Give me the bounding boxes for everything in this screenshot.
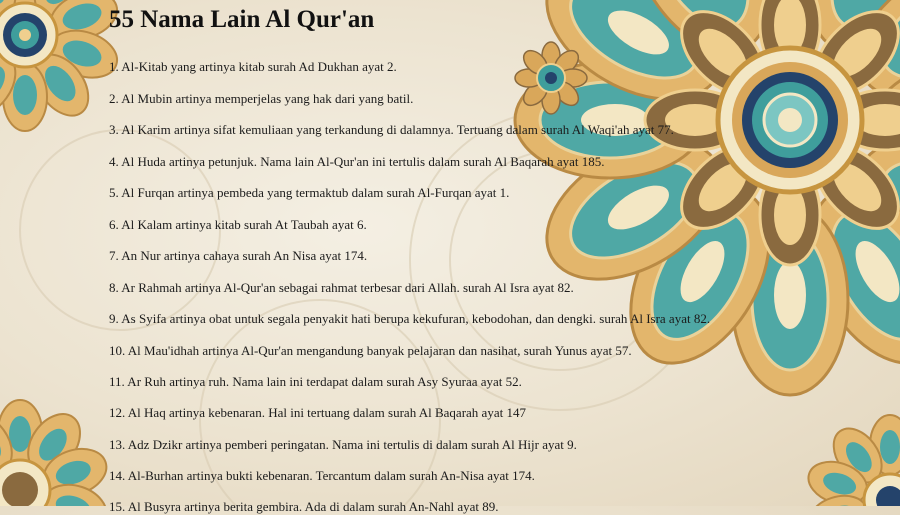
list-item: 4. Al Huda artinya petunjuk. Nama lain Al-Qur'an ini tertulis dalam surah Al Baqarah ayat 185. (109, 154, 605, 169)
list-item: 15. Al Busyra artinya berita gembira. Ada di dalam surah An-Nahl ayat 89. (109, 499, 499, 514)
list-item: 14. Al-Burhan artinya bukti kebenaran. Tercantum dalam surah An-Nisa ayat 174. (109, 468, 535, 483)
list-item: 6. Al Kalam artinya kitab surah At Taubah ayat 6. (109, 217, 367, 232)
bottom-right-mandala-ornament (803, 415, 900, 506)
list-item: 10. Al Mau'idhah artinya Al-Qur'an mengandung banyak pelajaran dan nasihat, surah Yunus ayat 57. (109, 343, 632, 358)
top-left-mandala-ornament (0, 0, 123, 131)
list-item: 13. Adz Dzikr artinya pemberi peringatan. Nama ini tertulis di dalam surah Al Hijr ayat 9. (109, 437, 577, 452)
list-item: 7. An Nur artinya cahaya surah An Nisa ayat 174. (109, 248, 368, 263)
list-item: 3. Al Karim artinya sifat kemuliaan yang terkandung di dalamnya. Tertuang dalam surah Al Waqi'ah ayat 77. (109, 122, 674, 137)
list-item: 9. As Syifa artinya obat untuk segala penyakit hati berupa kekufuran, kebodohan, dan dengki. surah Al Isra ayat 82. (109, 311, 711, 326)
list-item: 2. Al Mubin artinya memperjelas yang hak dari yang batil. (109, 91, 414, 106)
small-mandala-ornament (515, 42, 587, 114)
list-item: 5. Al Furqan artinya pembeda yang termaktub dalam surah Al-Furqan ayat 1. (109, 185, 510, 200)
list-item: 1. Al-Kitab yang artinya kitab surah Ad Dukhan ayat 2. (109, 59, 397, 74)
bottom-left-mandala-ornament (0, 400, 112, 506)
list-item: 8. Ar Rahmah artinya Al-Qur'an sebagai rahmat terbesar dari Allah. surah Al Isra ayat 82. (109, 280, 574, 295)
list-item: 11. Ar Ruh artinya ruh. Nama lain ini terdapat dalam surah Asy Syuraa ayat 52. (109, 374, 522, 389)
list-item: 12. Al Haq artinya kebenaran. Hal ini tertuang dalam surah Al Baqarah ayat 147 (109, 405, 526, 420)
page-title: 55 Nama Lain Al Qur'an (109, 6, 375, 33)
